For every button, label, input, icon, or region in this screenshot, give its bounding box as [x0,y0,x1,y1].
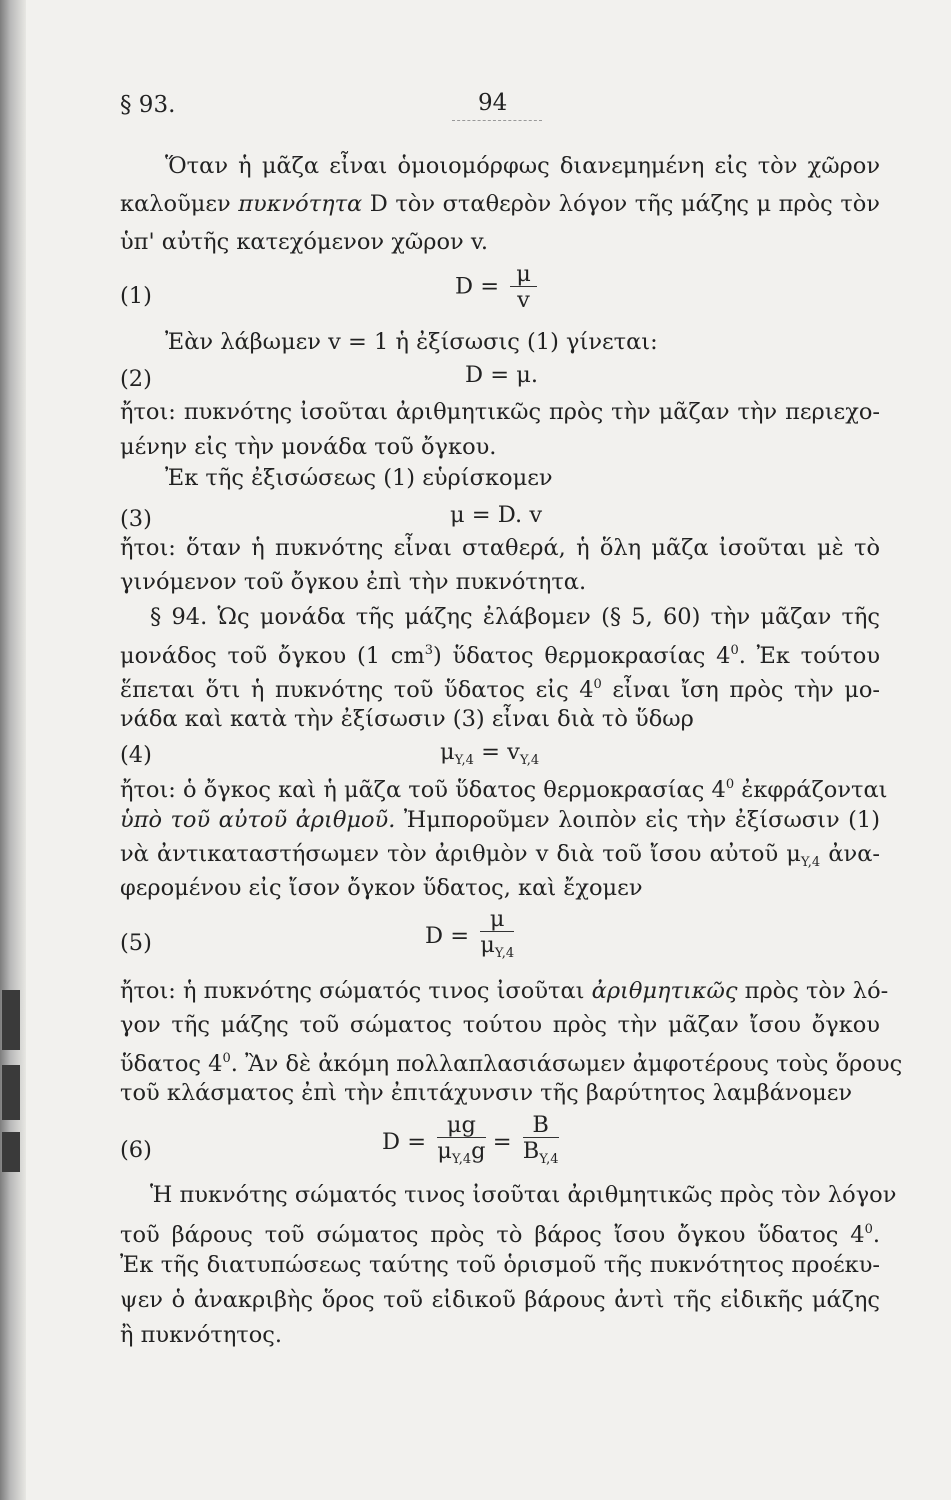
text-line: γον τῆς μάζης τοῦ σώματος τούτου πρὸς τὴν μᾶζαν ἴσου ὄγκου [120,1012,880,1038]
page-number: 94 [478,90,508,116]
text-line: ἤτοι: ὁ ὄγκος καὶ ἡ μᾶζα τοῦ ὕδατος θερμοκρασίας $4^0$ ἐκφράζονται [120,777,888,803]
header-rule [452,120,542,121]
fraction: $\frac{\mu}{\mu_{Y,4}}$ [480,906,515,961]
equation-number: (2) [120,366,152,392]
equation-body: D = $\frac{\mu}{\mu_{Y,4}}$ [425,907,514,967]
text-line: ἕπεται ὅτι ἡ πυκνότης τοῦ ὕδατος εἰς $4^0$ εἶναι ἴση πρὸς τὴν μο- [120,677,880,703]
text-line: νάδα καὶ κατὰ τὴν ἐξίσωσιν (3) εἶναι διὰ τὸ ὕδωρ [120,706,694,732]
equation-number: (6) [120,1137,152,1163]
equation-number: (1) [120,283,152,309]
equation-body: D = μ. [465,362,538,388]
text-line: ἤτοι: ὅταν ἡ πυκνότης εἶναι σταθερά, ἡ ὅλη μᾶζα ἰσοῦται μὲ τὸ [120,535,880,561]
text-line: καλοῦμεν πυκνότητα D τὸν σταθερὸν λόγον τῆς μάζης μ πρὸς τὸν [120,191,880,217]
equation-body: D = $\frac{\mu}{v}$ [455,262,537,313]
fraction: $\frac{\mu}{v}$ [510,262,537,313]
text-line: μένην εἰς τὴν μονάδα τοῦ ὄγκου. [120,434,497,460]
text-line: ὑπ' αὐτῆς κατεχόμενον χῶρον v. [120,229,489,255]
text-line: γινόμενον τοῦ ὄγκου ἐπὶ τὴν πυκνότητα. [120,569,587,595]
text-line: ὑπὸ τοῦ αὐτοῦ ἀριθμοῦ. Ἠμποροῦμεν λοιπὸν εἰς τὴν ἐξίσωσιν (1) [120,807,880,833]
fraction: $\frac{B}{B_{Y,4}}$ [522,1112,559,1167]
text-line: ψεν ὁ ἀνακριβὴς ὅρος τοῦ εἰδικοῦ βάρους ἀντὶ τῆς εἰδικῆς μάζης [120,1287,880,1313]
equation-number: (4) [120,742,152,768]
text-line: ἤτοι: πυκνότης ἰσοῦται ἀριθμητικῶς πρὸς τὴν μᾶζαν τὴν περιεχο- [120,399,880,425]
text-line: Ὅταν ἡ μᾶζα εἶναι ὁμοιομόρφως διανεμημένη εἰς τὸν χῶρον [165,153,880,179]
equation-number: (5) [120,930,152,956]
equation-body: $\mu_{Y,4} = v_{Y,4}$ [440,739,540,768]
text-line: ὕδατος $4^0$. Ἂν δὲ ἀκόμη πολλαπλασιάσωμεν ἀμφοτέρους τοὺς ὅρους [120,1051,903,1077]
equation-body: D = $\frac{\mu g}{\mu_{Y,4}g}$ = $\frac{B}{B_{Y,4}}$ [382,1113,559,1173]
page-binding-edge [0,0,26,1500]
edge-shadow-mark [2,1132,20,1172]
equation-1 [120,262,880,322]
emphasis: πυκνότητα [238,191,363,217]
equation-2 [120,360,880,392]
edge-shadow-mark [2,990,20,1050]
text-line: φερομένου εἰς ἴσον ὄγκον ὕδατος, καὶ ἔχομεν [120,875,643,901]
text-line: Ἡ πυκνότης σώματός τινος ἰσοῦται ἀριθμητικῶς πρὸς τὸν λόγον [150,1182,897,1208]
text-line: Ἐκ τῆς διατυπώσεως ταύτης τοῦ ὁρισμοῦ τῆς πυκνότητος προέκυ- [120,1252,880,1278]
running-section-header: § 93. [120,92,176,118]
emphasis: ὑπὸ τοῦ αὐτοῦ ἀριθμοῦ. [120,807,396,833]
emphasis: ἀριθμητικῶς [591,978,738,1004]
text-line: ἤτοι: ἡ πυκνότης σώματός τινος ἰσοῦται ἀριθμητικῶς πρὸς τὸν λό- [120,978,889,1004]
equation-4 [120,737,880,769]
fraction: $\frac{\mu g}{\mu_{Y,4}g}$ [437,1112,486,1167]
text-line: § 94. Ὡς μονάδα τῆς μάζης ἐλάβομεν (§ 5, 60) τὴν μᾶζαν τῆς [150,604,880,630]
equation-number: (3) [120,506,152,532]
text-line: τοῦ κλάσματος ἐπὶ τὴν ἐπιτάχυνσιν τῆς βαρύτητος λαμβάνομεν [120,1080,853,1106]
text-line: Ἐκ τῆς ἐξισώσεως (1) εὑρίσκομεν [165,465,553,491]
text-line: ἢ πυκνότητος. [120,1322,283,1348]
equation-body: μ = D. v [450,502,543,528]
text-line: νὰ ἀντικαταστήσωμεν τὸν ἀριθμὸν v διὰ τοῦ ἴσου αὐτοῦ $\mu_{Y,4}$ ἀνα- [120,841,880,870]
equation-3 [120,500,880,532]
equation-5 [120,907,880,971]
text-line: Ἐὰν λάβωμεν v = 1 ἡ ἐξίσωσις (1) γίνεται: [165,329,658,355]
edge-shadow-mark [2,1065,20,1120]
text-line: μονάδος τοῦ ὄγκου (1 $cm^3$) ὕδατος θερμοκρασίας $4^0$. Ἐκ τούτου [120,643,880,669]
text-line: τοῦ βάρους τοῦ σώματος πρὸς τὸ βάρος ἴσου ὄγκου ὕδατος $4^0$. [120,1222,880,1248]
equation-6 [120,1113,880,1181]
